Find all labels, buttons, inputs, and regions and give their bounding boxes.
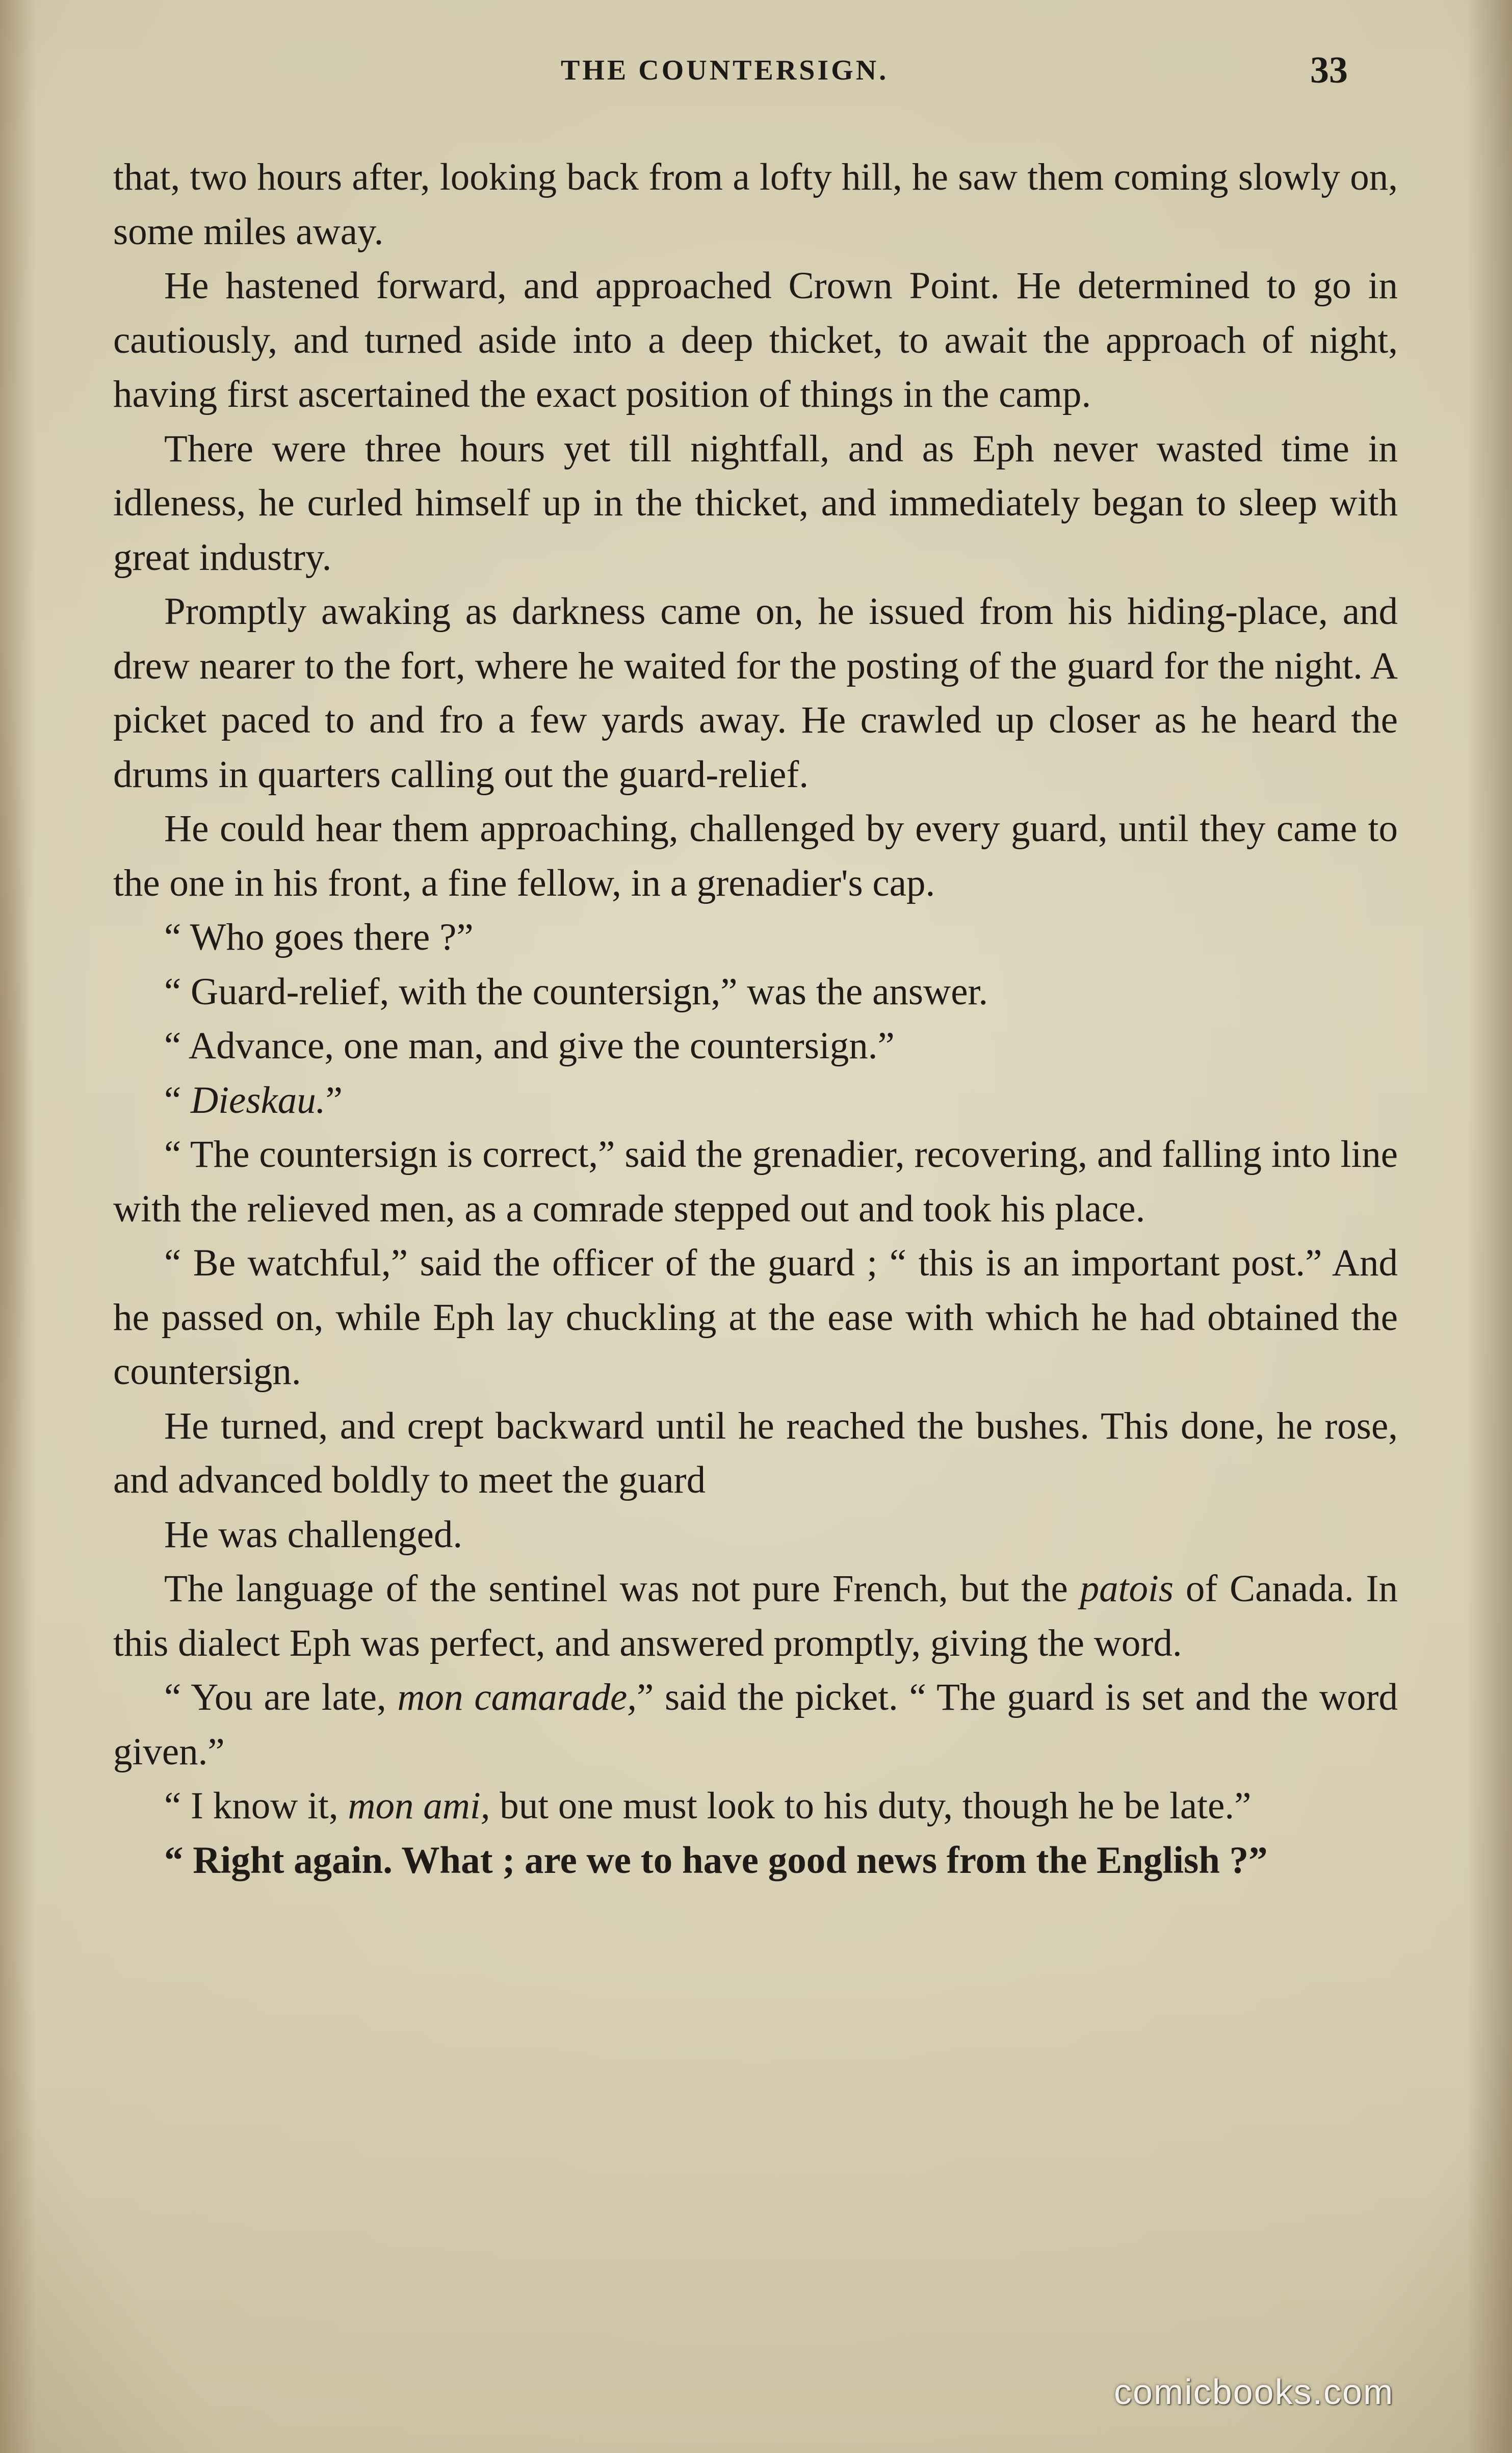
paragraph-text: “ I know it, bbox=[164, 1785, 348, 1827]
paragraph-11 bbox=[113, 1236, 1398, 1399]
paragraph-17 bbox=[113, 1834, 1398, 1888]
paragraph-text: “ Right again. What ; are we to have good news from the English ?” bbox=[164, 1839, 1268, 1882]
paragraph-text: “ Guard-relief, with the countersign,” was the answer. bbox=[164, 970, 988, 1013]
page-number: 33 bbox=[1310, 49, 1348, 91]
paragraph-text: Promptly awaking as darkness came on, he issued from his hiding-place, and drew nearer to the fort, where he waited for the posting of the guard for the night. A picket paced to and fro a few yards away. He crawled up closer as he heard the drums in quarters calling out the guard-relief. bbox=[113, 590, 1398, 796]
paragraph-text: “ Who goes there ?” bbox=[164, 916, 474, 958]
italic-text: mon ami, bbox=[348, 1785, 490, 1827]
paragraph-text: ” said the picket. “ The guard is set and the word given.” bbox=[113, 1676, 1398, 1773]
paragraph-text: He could hear them approaching, challenged by every guard, until they came to the one in his front, a fine fellow, in a grenadier's cap. bbox=[113, 807, 1398, 904]
paragraph-13 bbox=[113, 1508, 1398, 1562]
paragraph-3 bbox=[113, 422, 1398, 585]
italic-text: patois bbox=[1080, 1568, 1174, 1610]
running-header bbox=[0, 51, 1512, 97]
paragraph-text: “ Be watchful,” said the officer of the guard ; “ this is an important post.” And he passed on, while Eph lay chuckling at the ease with which he had obtained the countersign. bbox=[113, 1242, 1398, 1393]
paragraph-text: “ The countersign is correct,” said the grenadier, recovering, and falling into line with the relieved men, as a comrade stepped out and took his place. bbox=[113, 1133, 1398, 1230]
paragraph-6 bbox=[113, 910, 1398, 965]
italic-text: mon camarade, bbox=[397, 1676, 637, 1718]
paragraph-text: “ You are late, bbox=[164, 1676, 398, 1718]
paragraph-1 bbox=[113, 150, 1398, 259]
paragraph-12 bbox=[113, 1399, 1398, 1508]
paragraph-text: “ bbox=[164, 1079, 191, 1121]
paragraph-15 bbox=[113, 1671, 1398, 1779]
paragraph-4 bbox=[113, 585, 1398, 802]
paragraph-text: but one must look to his duty, though he be late.” bbox=[490, 1785, 1252, 1827]
paragraph-8 bbox=[113, 1019, 1398, 1074]
italic-text: Dieskau. bbox=[191, 1079, 326, 1121]
paragraph-text: ” bbox=[325, 1079, 343, 1121]
running-title: THE COUNTERSIGN. bbox=[561, 55, 889, 86]
page-edge-shadow-right bbox=[1466, 0, 1512, 2453]
paragraph-text: He turned, and crept backward until he reached the bushes. This done, he rose, and advanced boldly to meet the guard bbox=[113, 1404, 1398, 1501]
body-text bbox=[113, 150, 1398, 1888]
watermark-text: comicbooks.com bbox=[1114, 2372, 1394, 2412]
paragraph-text: He was challenged. bbox=[164, 1513, 463, 1556]
paragraph-9 bbox=[113, 1074, 1398, 1128]
paragraph-text: that, two hours after, looking back from a lofty hill, he saw them coming slowly on, some miles away. bbox=[113, 156, 1398, 253]
paragraph-text: There were three hours yet till nightfall, and as Eph never wasted time in idleness, he curled himself up in the thicket, and immediately began to sleep with great industry. bbox=[113, 427, 1398, 579]
paragraph-14 bbox=[113, 1562, 1398, 1671]
paragraph-text: He hastened forward, and approached Crown Point. He determined to go in cautiously, and turned aside into a deep thicket, to await the approach of night, having first ascertained the exact position of things in the camp. bbox=[113, 265, 1398, 415]
paragraph-7 bbox=[113, 965, 1398, 1020]
paragraph-5 bbox=[113, 802, 1398, 910]
paragraph-text: “ Advance, one man, and give the countersign.” bbox=[164, 1025, 895, 1067]
paragraph-text: The language of the sentinel was not pure French, but the bbox=[164, 1568, 1080, 1610]
paragraph-text: of Canada. In this dialect Eph was perfect, and answered promptly, giving the word. bbox=[113, 1568, 1398, 1664]
paragraph-16 bbox=[113, 1779, 1398, 1834]
page-stain bbox=[0, 612, 31, 1580]
paragraph-10 bbox=[113, 1128, 1398, 1236]
paragraph-2 bbox=[113, 259, 1398, 422]
